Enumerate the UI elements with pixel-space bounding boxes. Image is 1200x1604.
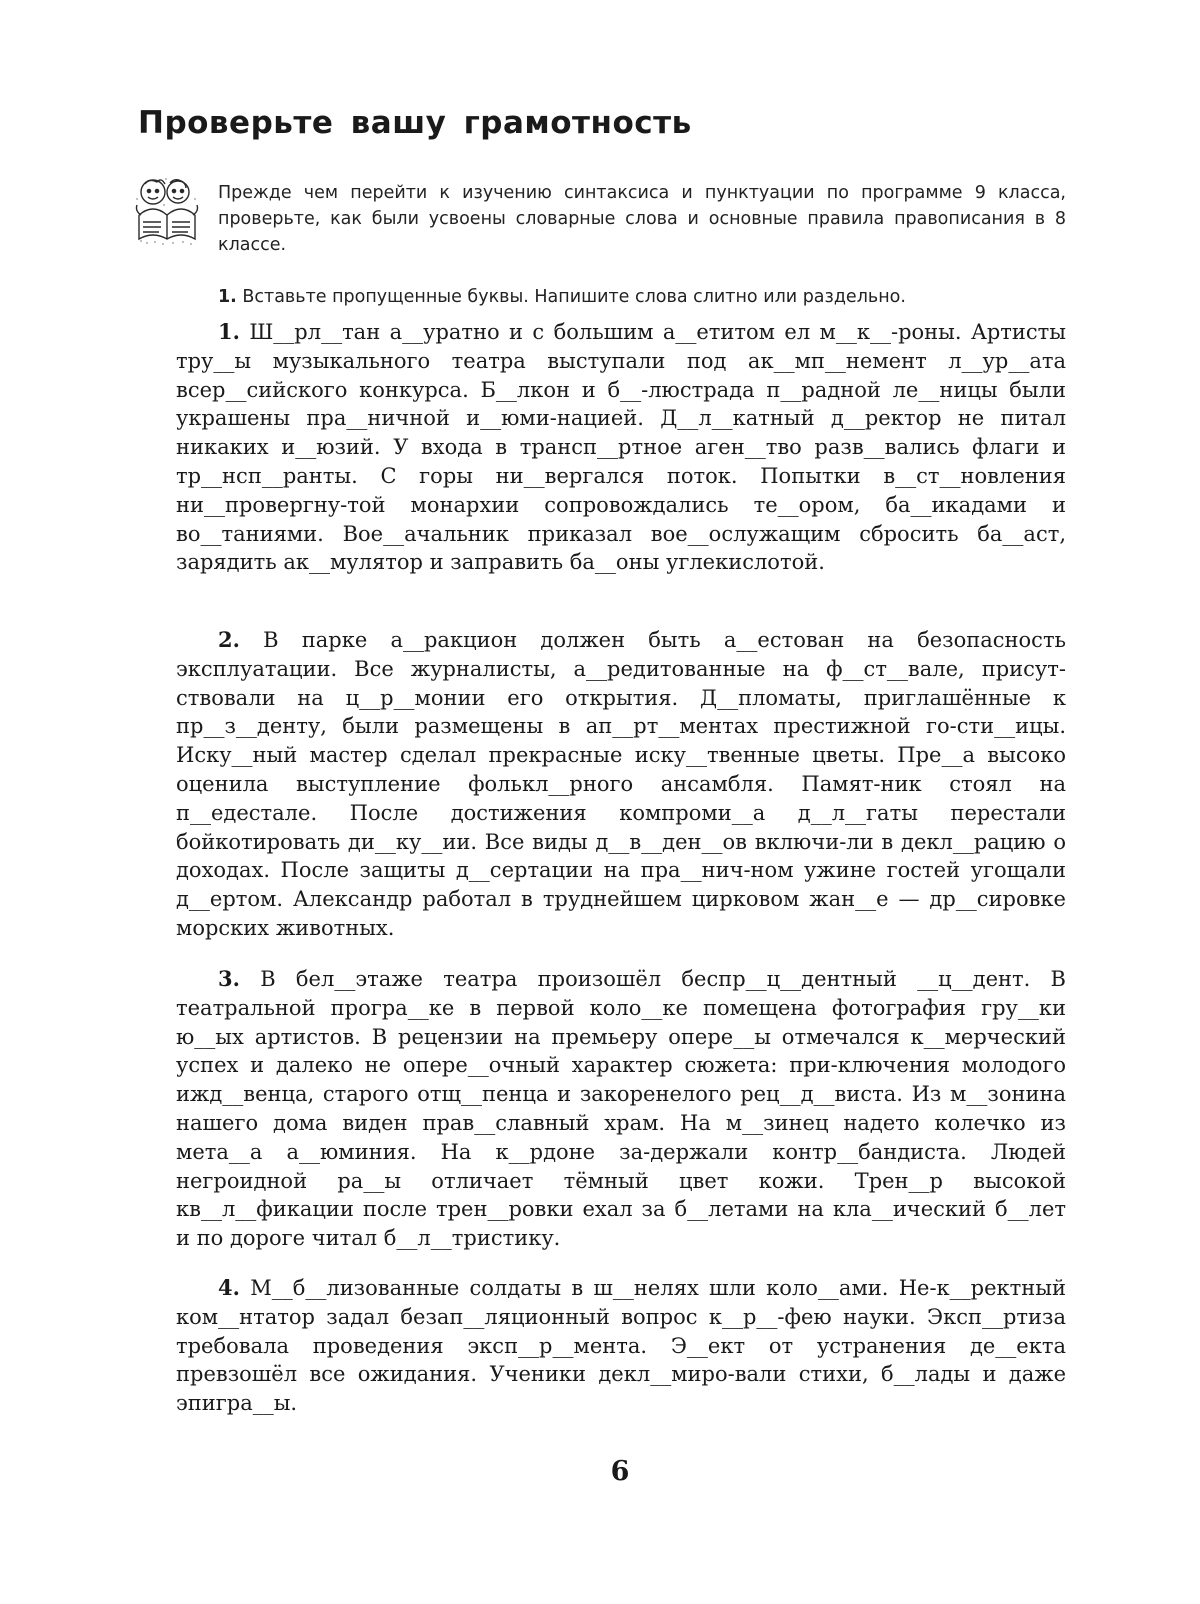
exercise-number: 4. [218,1275,240,1300]
children-reading-icon [133,175,201,247]
task-number: 1. [218,287,237,307]
exercise-text: М__б__лизованные солдаты в ш__нелях шли коло__ами. Не-к__ректный ком__нтатор задал безап__ляционный вопрос к__р__-фею науки. Эксп__ртиза требовала проведения эксп__р__мента. Э__ект от устранения де__екта превзошёл все ожидания. Ученики декл__миро-вали стихи, б__лады и даже эпигра__ы. [176,1276,1066,1416]
exercise-number: 1. [218,319,240,344]
exercise-paragraph-3 [176,965,1066,1253]
exercise-paragraph-1 [176,318,1066,577]
exercise-number: 2. [218,627,240,652]
intro-text: Прежде чем перейти к изучению синтаксиса и пунктуации по программе 9 класса, проверьте, как были усвоены словарные слова и основные правила правописания в 8 классе. [218,183,1066,255]
page-title: Проверьте вашу грамотность [138,105,692,141]
exercise-paragraph-2 [176,626,1066,943]
exercise-number: 3. [218,966,240,991]
task-instruction [218,284,1066,310]
page-number: 6 [610,1456,630,1487]
exercise-paragraph-4 [176,1274,1066,1418]
exercise-text: В бел__этаже театра произошёл беспр__ц__дентный __ц__дент. В театральной програ__ке в первой коло__ке помещена фотография гру__ки ю__ых артистов. В рецензии на премьеру опере__ы отмечался к__мерческий успех и далеко не опере__очный характер сюжета: при-ключения молодого ижд__венца, старого отщ__пенца и закоренелого рец__д__виста. Из м__зонина нашего дома виден прав__славный храм. На м__зинец надето колечко из мета__а а__юминия. На к__рдоне за-держали контр__бандиста. Людей негроидной ра__ы отличает тёмный цвет кожи. Трен__р высокой кв__л__фикации после трен__ровки ехал за б__летами на кла__ический б__лет и по дороге читал б__л__тристику. [176,967,1066,1251]
exercise-text: Ш__рл__тан а__уратно и с большим а__етитом ел м__к__-роны. Артисты тру__ы музыкального театра выступали под ак__мп__немент л__ур__ата всер__сийского конкурса. Б__лкон и б__-люстрада п__радной ле__ницы были украшены пра__ничной и__юми-нацией. Д__л__катный д__ректор не питал никаких и__юзий. У входа в трансп__ртное аген__тво разв__вались флаги и тр__нсп__ранты. С горы ни__вергался поток. Попытки в__ст__новления ни__провергну-той монархии сопровождались те__ором, ба__икадами и во__таниями. Вое__ачальник приказал вое__ослужащим сбросить ба__аст, зарядить ак__мулятор и заправить ба__оны углекислотой. [176,320,1066,575]
task-text: Вставьте пропущенные буквы. Напишите слова слитно или раздельно. [236,287,906,307]
exercise-text: В парке а__ракцион должен быть а__естован на безопасность эксплуатации. Все журналисты, а__редитованные на ф__ст__вале, присут-ствовали на ц__р__монии его открытия. Д__пломаты, приглашённые к пр__з__денту, были размещены в ап__рт__ментах престижной го-сти__ицы. Иску__ный мастер сделал прекрасные иску__твенные цветы. Пре__а высоко оценила выступление фолькл__рного ансамбля. Памят-ник стоял на п__едестале. После достижения компроми__а д__л__гаты перестали бойкотировать ди__ку__ии. Все виды д__в__ден__ов включи-ли в декл__рацию о доходах. После защиты д__сертации на пра__нич-ном ужине гостей угощали д__ертом. Александр работал в труднейшем цирковом жан__е — др__сировке морских животных. [176,628,1066,940]
